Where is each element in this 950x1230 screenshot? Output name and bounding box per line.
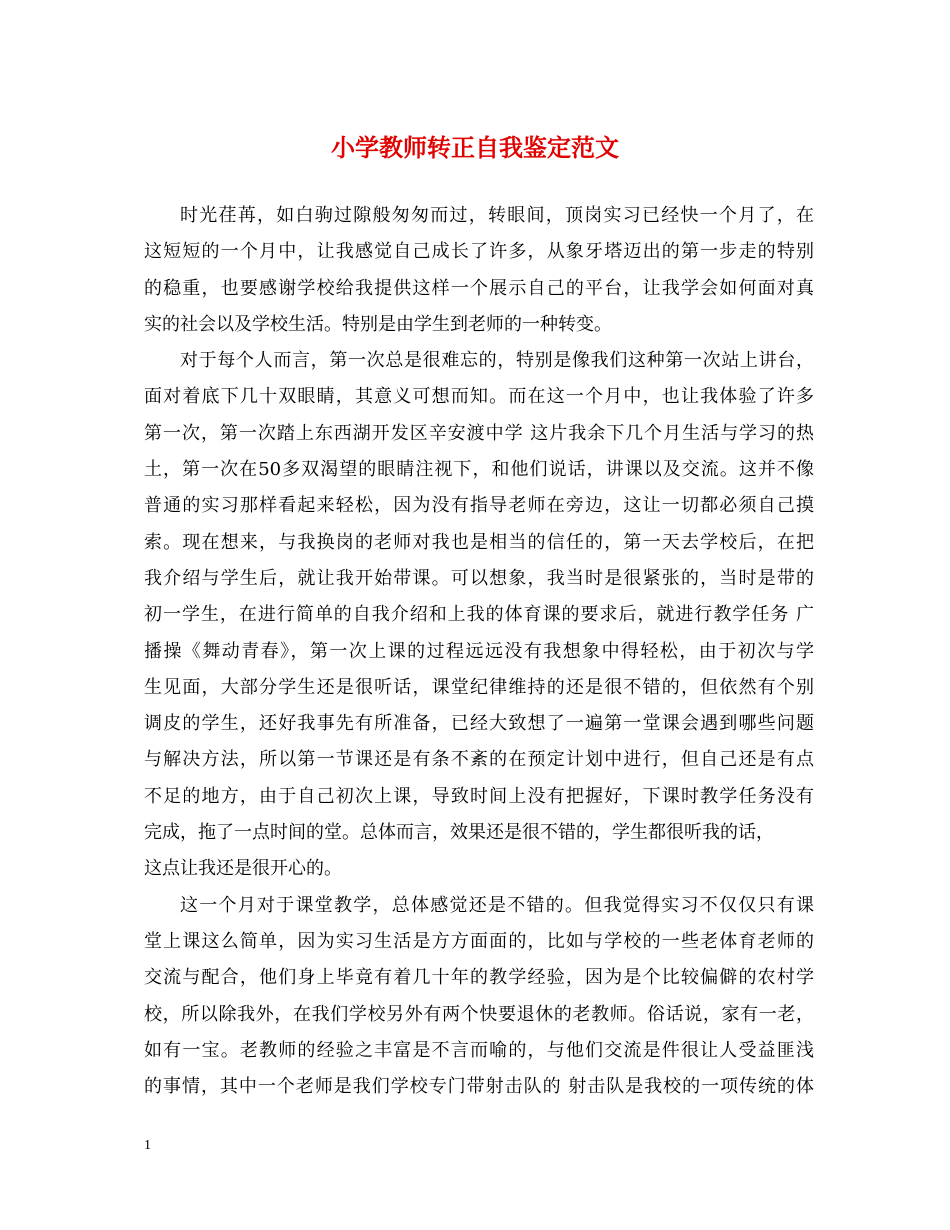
text-line: 播操《舞动青春》，第一次上课的过程远远没有我想象中得轻松，由于初次与学 bbox=[144, 640, 814, 662]
text-line: 索。现在想来，与我换岗的老师对我也是相当的信任的，第一天去学校后，在把 bbox=[144, 531, 814, 553]
text-line: 交流与配合，他们身上毕竟有着几十年的教学经验，因为是个比较偏僻的农村学 bbox=[144, 967, 814, 989]
text-line: 调皮的学生，还好我事先有所准备，已经大致想了一遍第一堂课会遇到哪些问题 bbox=[144, 713, 814, 735]
text-line: 这点让我还是很开心的。 bbox=[144, 858, 342, 880]
page-number: 1 bbox=[144, 1138, 151, 1153]
text-line: 时光荏苒，如白驹过隙般匆匆而过，转眼间，顶岗实习已经快一个月了，在 bbox=[180, 205, 814, 226]
text-line: 实的社会以及学校生活。特别是由学生到老师的一种转变。 bbox=[144, 313, 612, 335]
text-line: 初一学生，在进行简单的自我介绍和上我的体育课的要求后，就进行教学任务 广 bbox=[144, 604, 814, 626]
text-line: 完成，拖了一点时间的堂。总体而言，效果还是很不错的，学生都很听我的话， bbox=[144, 822, 774, 844]
text-line: 的事情，其中一个老师是我们学校专门带射击队的 射击队是我校的一项传统的体 bbox=[144, 1076, 814, 1098]
text-line: 这一个月对于课堂教学，总体感觉还是不错的。但我觉得实习不仅仅只有课 bbox=[180, 894, 814, 916]
text-line: 面对着底下几十双眼睛，其意义可想而知。而在这一个月中，也让我体验了许多 bbox=[144, 386, 814, 408]
text-line: 生见面，大部分学生还是很听话，课堂纪律维持的还是很不错的，但依然有个别 bbox=[144, 676, 814, 698]
text-line: 校，所以除我外，在我们学校另外有两个快要退休的老教师。俗话说，家有一老， bbox=[144, 1003, 814, 1025]
document-body bbox=[144, 198, 814, 1105]
document-title: 小学教师转正自我鉴定范文 bbox=[331, 133, 619, 162]
paragraph-1 bbox=[144, 198, 814, 343]
text-line: 普通的实习那样看起来轻松，因为没有指导老师在旁边，这让一切都必须自己摸 bbox=[144, 495, 814, 517]
text-line: 如有一宝。老教师的经验之丰富是不言而喻的，与他们交流是件很让人受益匪浅 bbox=[144, 1039, 814, 1061]
text-line: 土，第一次在50多双渴望的眼睛注视下，和他们说话，讲课以及交流。这并不像 bbox=[144, 459, 814, 481]
text-line: 与解决方法，所以第一节课还是有条不紊的在预定计划中进行，但自己还是有点 bbox=[144, 749, 814, 771]
text-line: 对于每个人而言，第一次总是很难忘的，特别是像我们这种第一次站上讲台， bbox=[180, 350, 814, 372]
text-line: 第一次，第一次踏上东西湖开发区辛安渡中学 这片我余下几个月生活与学习的热 bbox=[144, 422, 814, 444]
text-line: 的稳重，也要感谢学校给我提供这样一个展示自己的平台，让我学会如何面对真 bbox=[144, 277, 814, 299]
paragraph-3 bbox=[144, 888, 814, 1106]
text-line: 我介绍与学生后，就让我开始带课。可以想象，我当时是很紧张的，当时是带的 bbox=[144, 567, 814, 589]
text-line: 堂上课这么简单，因为实习生活是方方面面的，比如与学校的一些老体育老师的 bbox=[144, 930, 814, 952]
text-line: 不足的地方，由于自己初次上课，导致时间上没有把握好，下课时教学任务没有 bbox=[144, 785, 814, 807]
paragraph-2 bbox=[144, 343, 814, 887]
text-line: 这短短的一个月中，让我感觉自己成长了许多，从象牙塔迈出的第一步走的特别 bbox=[144, 241, 814, 263]
